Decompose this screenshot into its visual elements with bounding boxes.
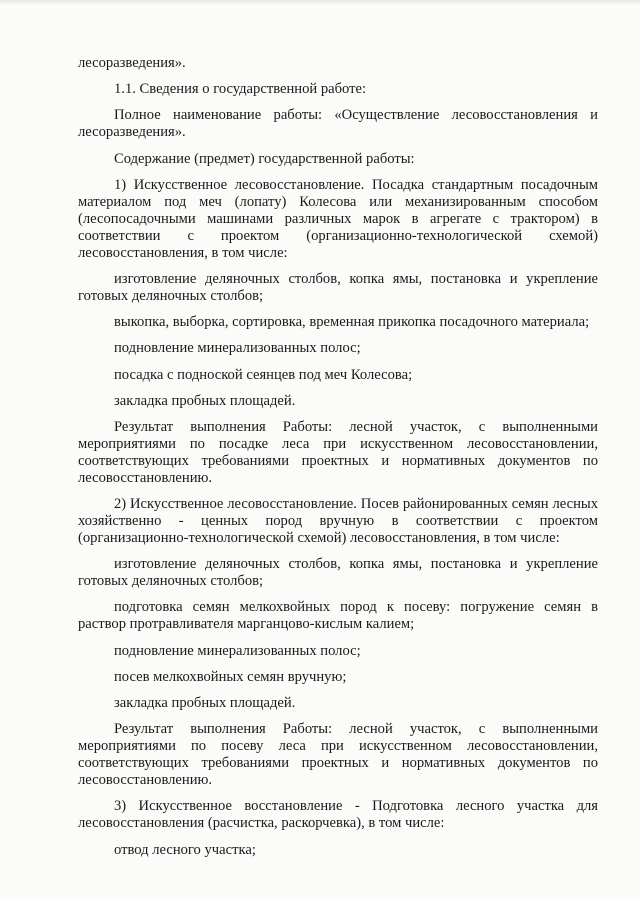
paragraph-subitem: посев мелкохвойных семян вручную; [114, 668, 347, 685]
document-body [78, 55, 598, 859]
paragraph-subitem: выкопка, выборка, сортировка, временная прикопка посадочного материала; [114, 314, 590, 331]
paragraph-item-2: 2) Искусственное лесовосстановление. Посев районированных семян лесных хозяйственно - ценных пород вручную в соответствии с проектом (организационно-технологической схемой) лесовосстановления, в том числе: [78, 496, 598, 547]
paragraph-work-content-heading: Содержание (предмет) государственной работы: [114, 150, 415, 167]
section-heading-1-1: 1.1. Сведения о государственной работе: [114, 81, 367, 98]
paragraph-subitem: подновление минерализованных полос; [114, 642, 361, 659]
paragraph-subitem: подновление минерализованных полос; [114, 340, 361, 357]
paragraph-result-1: Результат выполнения Работы: лесной участок, с выполненными мероприятиями по посадке леса при искусственном лесовосстановлении, соответствующих требованиями проектных и нормативных документов по лесовосстановлению. [78, 418, 598, 486]
paragraph-subitem: изготовление деляночных столбов, копка ямы, постановка и укрепление готовых деляночных столбов; [78, 270, 598, 304]
paragraph-subitem: закладка пробных площадей. [114, 695, 296, 711]
paragraph-continuation: лесоразведения». [78, 55, 186, 71]
paragraph-subitem: посадка с подноской сеянцев под меч Колесова; [114, 366, 413, 383]
paragraph-subitem: подготовка семян мелкохвойных пород к посеву: погружение семян в раствор протравливателя марганцово-кислым калием; [78, 599, 598, 633]
paragraph-subitem: изготовление деляночных столбов, копка ямы, постановка и укрепление готовых деляночных столбов; [78, 556, 598, 590]
paragraph-subitem: отвод лесного участка; [114, 841, 256, 858]
paragraph-subitem: закладка пробных площадей. [114, 392, 296, 409]
paragraph-item-1: 1) Искусственное лесовосстановление. Посадка стандартным посадочным материалом под меч (лопату) Колесова или механизированным способом (лесопосадочными машинами различных марок в агрегате с трактором) в соответствии с проектом (организационно-технологической схемой) лесовосстановления, в том числе: [78, 176, 598, 261]
page-edge-shadow [0, 0, 640, 5]
paragraph-work-full-name: Полное наименование работы: «Осуществление лесовосстановления и лесоразведения». [78, 107, 598, 141]
paragraph-item-3: 3) Искусственное восстановление - Подготовка лесного участка для лесовосстановления (расчистка, раскорчевка), в том числе: [78, 798, 598, 832]
paragraph-result-2: Результат выполнения Работы: лесной участок, с выполненными мероприятиями по посеву леса при искусственном лесовосстановлении, соответствующих требованиями проектных и нормативных документов по лесовосстановлению. [78, 721, 598, 789]
